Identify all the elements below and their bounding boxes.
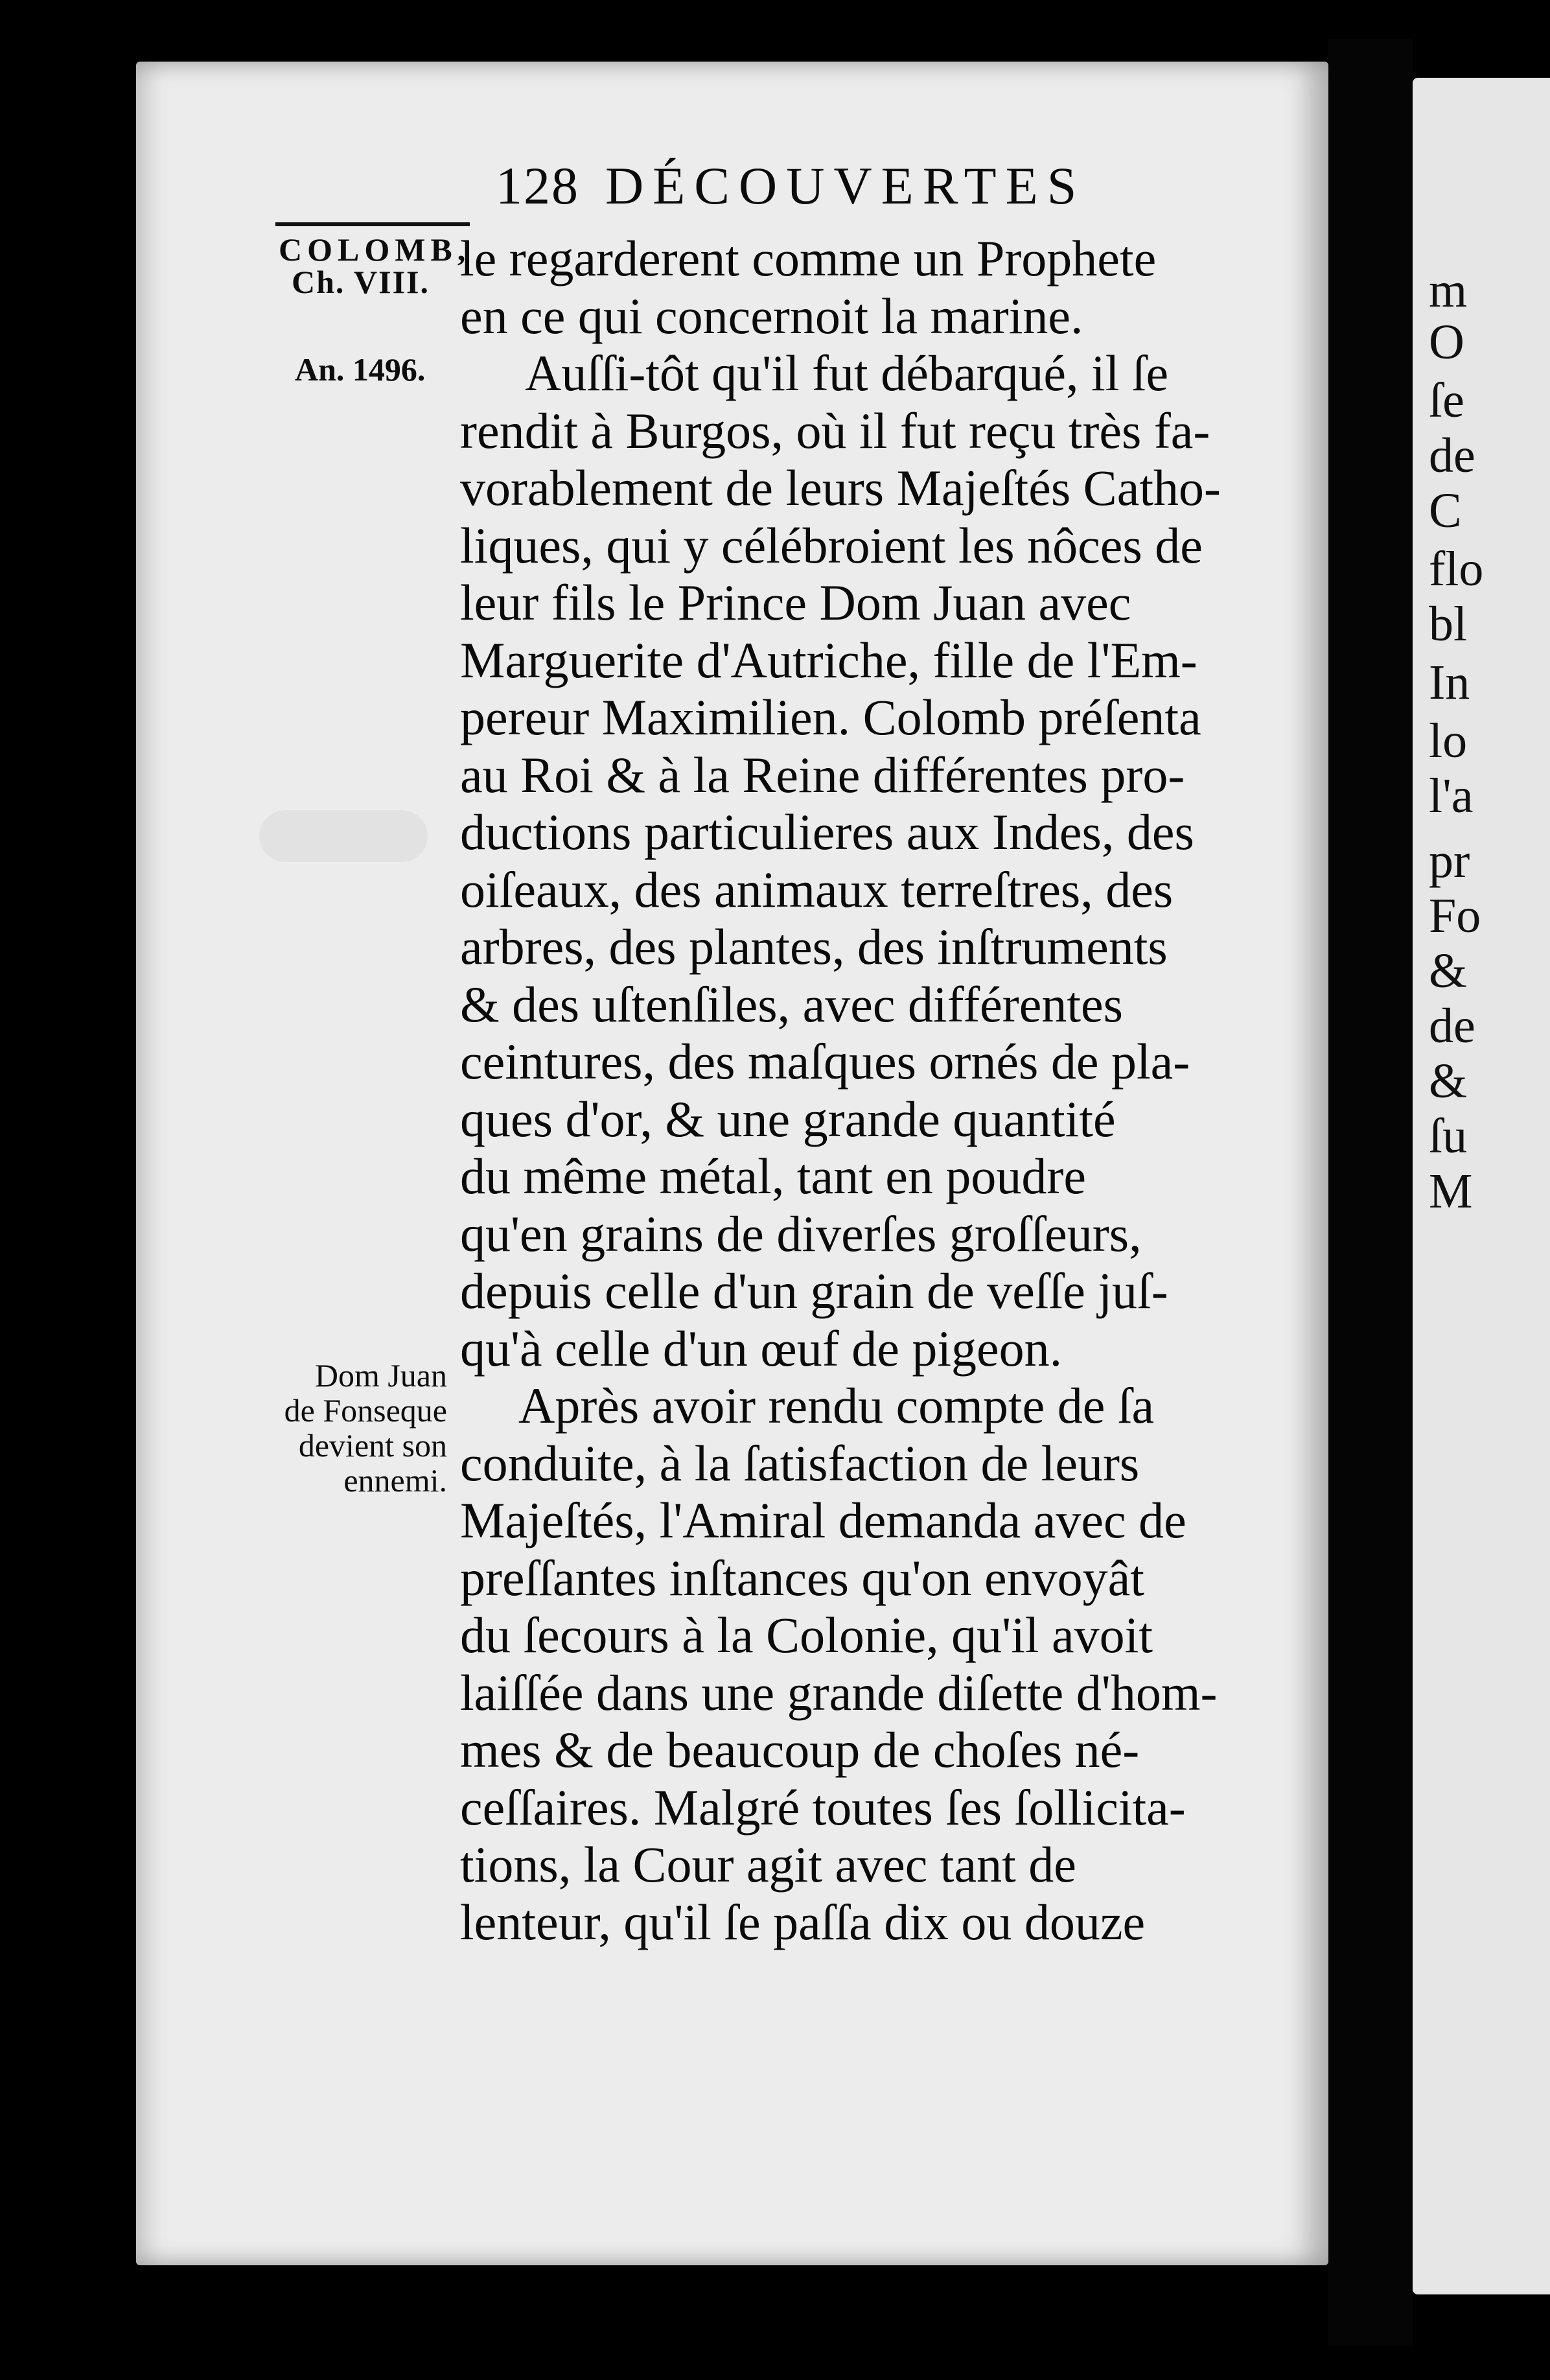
margin-year: An. 1496. (295, 351, 426, 388)
next-page-fragment: C (1429, 484, 1462, 538)
next-page-fragment: lo (1429, 714, 1468, 768)
next-page-fragment: bl (1429, 597, 1468, 651)
sidenote-line: ennemi. (343, 1462, 447, 1499)
next-page-fragment: O (1429, 315, 1464, 369)
text-line: laiſſée dans une grande diſette d'hom- (460, 1664, 1218, 1721)
text-line: en ce qui concernoit la marine. (460, 287, 1083, 344)
next-page-fragment: flo (1429, 542, 1484, 596)
next-page-fragment: & (1429, 944, 1468, 998)
next-page-fragment: de (1429, 999, 1475, 1053)
text-line: liques, qui y célébroient les nôces de (460, 517, 1203, 574)
text-line: ductions particulieres aux Indes, des (460, 804, 1194, 860)
text-line: du ſecours à la Colonie, qu'il avoit (460, 1607, 1153, 1663)
sidenote-line: Dom Juan (314, 1357, 447, 1394)
text-line: Après avoir rendu compte de ſa (518, 1377, 1155, 1434)
text-line: ques d'or, & une grande quantité (460, 1090, 1116, 1147)
text-line: lenteur, qu'il ſe paſſa dix ou douze (460, 1893, 1146, 1950)
book-gutter (1328, 39, 1413, 2346)
text-line: leur fils le Prince Dom Juan avec (460, 574, 1131, 631)
next-page-fragment: l'a (1429, 769, 1474, 823)
text-line: pereur Maximilien. Colomb préſenta (460, 689, 1201, 745)
margin-rule (275, 222, 470, 226)
next-page-fragment: & (1429, 1054, 1468, 1108)
text-line: vorablement de leurs Majeſtés Catho- (460, 460, 1221, 516)
next-page-fragment: ſe (1429, 373, 1464, 428)
running-header (496, 156, 1085, 216)
margin-sidenote (246, 1358, 447, 1498)
margin-chapter-note (279, 233, 470, 298)
text-line: oiſeaux, des animaux terreſtres, des (460, 861, 1174, 918)
text-line: Marguerite d'Autriche, fille de l'Em- (460, 631, 1197, 688)
text-line: qu'à celle d'un œuf de pigeon. (460, 1320, 1063, 1377)
next-page-fragment: ſu (1429, 1109, 1468, 1163)
next-page-fragment: pr (1429, 834, 1470, 888)
text-line: mes & de beaucoup de choſes né- (460, 1721, 1140, 1778)
text-line: preſſantes inſtances qu'on envoyât (460, 1549, 1144, 1606)
sidenote-line: devient son (298, 1427, 447, 1464)
body-text (460, 230, 1302, 1951)
next-page-fragment: de (1429, 428, 1475, 483)
text-line: ceintures, des maſques ornés de pla- (460, 1033, 1190, 1090)
next-page-fragment: Fo (1429, 889, 1481, 943)
running-title: DÉCOUVERTES (605, 156, 1086, 215)
text-line: le regarderent comme un Prophete (460, 230, 1157, 286)
text-line: & des uſtenſiles, avec différentes (460, 975, 1124, 1032)
sidenote-line: de Fonseque (284, 1392, 447, 1429)
text-line: depuis celle d'un grain de veſſe juſ- (460, 1263, 1168, 1319)
next-page-fragment: M (1429, 1164, 1473, 1219)
margin-colomb: COLOMB, (279, 231, 471, 268)
text-line: du même métal, tant en poudre (460, 1148, 1087, 1204)
next-page-fragment: In (1429, 655, 1470, 710)
page-number: 128 (496, 156, 579, 215)
text-line: rendit à Burgos, où il fut reçu très fa- (460, 402, 1210, 459)
text-line: au Roi & à la Reine différentes pro- (460, 746, 1185, 803)
text-line: qu'en grains de diverſes groſſeurs, (460, 1205, 1142, 1262)
text-line: ceſſaires. Malgré toutes ſes ſollicita- (460, 1779, 1186, 1836)
next-page-fragment: m (1429, 263, 1468, 318)
page-smudge (259, 810, 428, 862)
text-line: Auſſi-tôt qu'il fut débarqué, il ſe (525, 345, 1169, 401)
text-line: Majeſtés, l'Amiral demanda avec de (460, 1492, 1186, 1548)
text-line: arbres, des plantes, des inſtruments (460, 918, 1168, 975)
text-line: conduite, à la ſatisfaction de leurs (460, 1434, 1140, 1491)
margin-chapter: Ch. VIII. (292, 264, 430, 300)
text-line: tions, la Cour agit avec tant de (460, 1836, 1076, 1893)
